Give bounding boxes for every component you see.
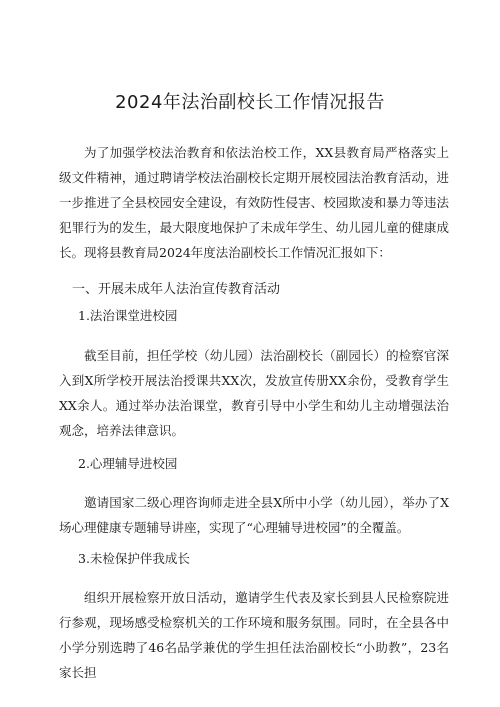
subsection-paragraph: 邀请国家二级心理咨询师走进全县X所中小学（幼儿园），举办了X场心理健康专题辅导讲座，实现了“心理辅导进校园”的全覆盖。: [59, 495, 449, 535]
subsection-heading: 2.心理辅导进校园: [78, 456, 178, 471]
subsection-paragraph: 截至目前，担任学校（幼儿园）法治副校长（副园长）的检察官深入到X所学校开展法治授课共XX次，发放宣传册XX余份，受教育学生XX余人。通过举办法治课堂，教育引导中小学生和幼儿主动增强法治观念，培养法律意识。: [59, 348, 449, 438]
subsection-heading: 1.法治课堂进校园: [78, 308, 178, 323]
document-title: 2024年法治副校长工作情况报告: [115, 92, 385, 113]
section-heading: 一、开展未成年人法治宣传教育活动: [72, 282, 281, 297]
subsection-paragraph: 组织开展检察开放日活动，邀请学生代表及家长到县人民检察院进行参观，现场感受检察机关的工作环境和服务氛围。同时，在全县各中小学分别选聘了46名品学兼优的学生担任法治副校长“小助教”，23名家长担: [59, 590, 449, 680]
subsection-heading: 3.未检保护伴我成长: [78, 551, 190, 566]
intro-paragraph: 为了加强学校法治教育和依法治校工作，XX县教育局严格落实上级文件精神，通过聘请学校法治副校长定期开展校园法治教育活动，进一步推进了全县校园安全建设，有效防性侵害、校园欺凌和暴力等违法犯罪行为的发生，最大限度地保护了未成年学生、幼儿园儿童的健康成长。现将县教育局2024年度法治副校长工作情况汇报如下：: [59, 145, 449, 260]
